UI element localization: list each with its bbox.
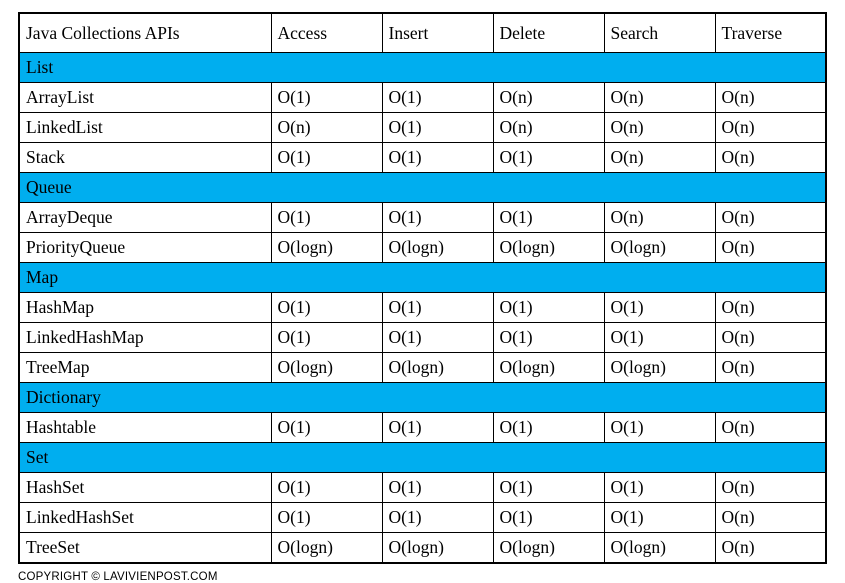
table-row [19, 413, 826, 443]
cell-delete: O(logn) [493, 533, 604, 564]
cell-traverse: O(n) [715, 113, 826, 143]
group-row [19, 383, 826, 413]
cell-search: O(n) [604, 143, 715, 173]
group-row [19, 53, 826, 83]
cell-traverse: O(n) [715, 323, 826, 353]
cell-access: O(1) [271, 203, 382, 233]
cell-traverse: O(n) [715, 473, 826, 503]
cell-traverse: O(n) [715, 203, 826, 233]
cell-access: O(logn) [271, 353, 382, 383]
row-label: TreeMap [19, 353, 271, 383]
table-header-row [19, 13, 826, 53]
cell-insert: O(1) [382, 293, 493, 323]
row-label: Stack [19, 143, 271, 173]
table-row [19, 233, 826, 263]
cell-search: O(n) [604, 113, 715, 143]
cell-access: O(1) [271, 413, 382, 443]
cell-search: O(n) [604, 83, 715, 113]
cell-insert: O(1) [382, 203, 493, 233]
cell-insert: O(1) [382, 113, 493, 143]
cell-delete: O(1) [493, 473, 604, 503]
copyright-notice: COPYRIGHT © LAVIVIENPOST.COM [18, 571, 218, 583]
table-row [19, 83, 826, 113]
cell-access: O(logn) [271, 233, 382, 263]
group-label: Set [19, 443, 826, 473]
cell-delete: O(logn) [493, 353, 604, 383]
row-label: TreeSet [19, 533, 271, 564]
cell-insert: O(logn) [382, 533, 493, 564]
group-row [19, 173, 826, 203]
complexity-table [18, 12, 827, 564]
cell-delete: O(1) [493, 143, 604, 173]
cell-delete: O(n) [493, 113, 604, 143]
table-row [19, 293, 826, 323]
row-label: ArrayDeque [19, 203, 271, 233]
group-row [19, 443, 826, 473]
row-label: Hashtable [19, 413, 271, 443]
table-row [19, 503, 826, 533]
row-label: HashMap [19, 293, 271, 323]
row-label: LinkedList [19, 113, 271, 143]
table-row [19, 323, 826, 353]
cell-delete: O(logn) [493, 233, 604, 263]
cell-delete: O(1) [493, 203, 604, 233]
table-row [19, 353, 826, 383]
cell-search: O(logn) [604, 353, 715, 383]
cell-access: O(1) [271, 473, 382, 503]
table-header [19, 13, 826, 53]
cell-access: O(1) [271, 83, 382, 113]
table-row [19, 113, 826, 143]
group-label: Dictionary [19, 383, 826, 413]
cell-insert: O(1) [382, 503, 493, 533]
cell-traverse: O(n) [715, 503, 826, 533]
cell-delete: O(1) [493, 323, 604, 353]
cell-search: O(1) [604, 293, 715, 323]
group-label: Queue [19, 173, 826, 203]
cell-search: O(1) [604, 503, 715, 533]
column-header-search: Search [604, 13, 715, 53]
row-label: ArrayList [19, 83, 271, 113]
table-row [19, 533, 826, 564]
cell-insert: O(1) [382, 413, 493, 443]
cell-search: O(n) [604, 203, 715, 233]
cell-search: O(1) [604, 473, 715, 503]
column-header-access: Access [271, 13, 382, 53]
cell-insert: O(1) [382, 83, 493, 113]
cell-insert: O(1) [382, 323, 493, 353]
cell-traverse: O(n) [715, 233, 826, 263]
cell-access: O(1) [271, 143, 382, 173]
cell-traverse: O(n) [715, 83, 826, 113]
group-row [19, 263, 826, 293]
row-label: LinkedHashSet [19, 503, 271, 533]
cell-access: O(n) [271, 113, 382, 143]
cell-delete: O(1) [493, 293, 604, 323]
cell-delete: O(1) [493, 413, 604, 443]
cell-search: O(logn) [604, 233, 715, 263]
cell-access: O(1) [271, 503, 382, 533]
cell-access: O(1) [271, 323, 382, 353]
cell-traverse: O(n) [715, 413, 826, 443]
cell-access: O(logn) [271, 533, 382, 564]
row-label: LinkedHashMap [19, 323, 271, 353]
cell-delete: O(1) [493, 503, 604, 533]
cell-traverse: O(n) [715, 353, 826, 383]
group-label: Map [19, 263, 826, 293]
cell-search: O(1) [604, 413, 715, 443]
cell-insert: O(logn) [382, 353, 493, 383]
cell-insert: O(1) [382, 473, 493, 503]
cell-traverse: O(n) [715, 293, 826, 323]
cell-access: O(1) [271, 293, 382, 323]
cell-traverse: O(n) [715, 143, 826, 173]
cell-insert: O(1) [382, 143, 493, 173]
group-label: List [19, 53, 826, 83]
column-header-insert: Insert [382, 13, 493, 53]
cell-insert: O(logn) [382, 233, 493, 263]
cell-search: O(logn) [604, 533, 715, 564]
row-label: HashSet [19, 473, 271, 503]
cell-search: O(1) [604, 323, 715, 353]
row-label: PriorityQueue [19, 233, 271, 263]
table-row [19, 473, 826, 503]
table-row [19, 143, 826, 173]
column-header-api: Java Collections APIs [19, 13, 271, 53]
column-header-traverse: Traverse [715, 13, 826, 53]
cell-delete: O(n) [493, 83, 604, 113]
cell-traverse: O(n) [715, 533, 826, 564]
table-body [19, 53, 826, 564]
column-header-delete: Delete [493, 13, 604, 53]
table-row [19, 203, 826, 233]
